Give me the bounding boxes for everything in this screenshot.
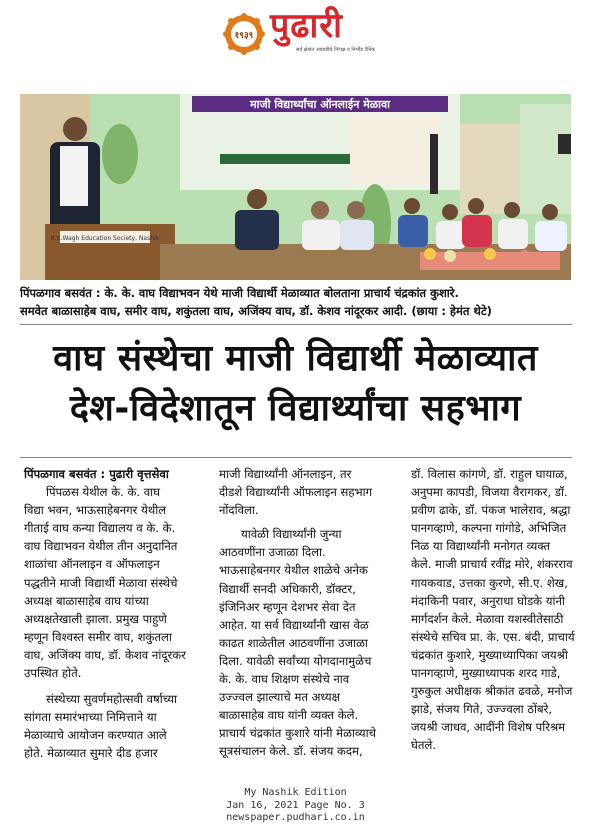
body-line: प्राचार्य चंद्रकांत कुशारे यांनी मेळाव्याचे [219,726,376,741]
body-line: केले. माजी प्राचार्य रवींद्र मोरे, शंकरराव [411,557,573,572]
edition-name: My Nashik Edition [244,787,347,798]
body-line: माजी विद्यार्थ्यांनी ऑनलाइन, तर [219,467,352,481]
body-line: अध्यक्षतेखाली झाला. प्रमुख पाहुणे [24,611,167,626]
body-line: दीडशे विद्यार्थ्यांनी ऑफलाइन सहभाग [219,485,373,500]
photo-banner-text: माजी विद्यार्थ्यांचा ऑनलाईन मेळावा [250,98,390,111]
body-line: होते. मेळाव्यात सुमारे दीड हजार [24,746,158,761]
body-line: पानगव्हाणे, मुख्याध्यापक शरद गाडे, [411,666,561,681]
body-line: गुरुकुल अधीक्षक श्रीकांत ढवळे, मनोज [411,684,573,699]
body-line: दिला. यावेळी सर्वांच्या योगदानामुळेच [219,653,372,668]
body-line: उज्ज्वल झाल्याचे मत अध्यक्ष [219,690,340,705]
body-line: मेळाव्याचे आयोजन करण्यात आले [24,728,167,743]
pudhari-emblem-icon [222,12,266,56]
body-line: विद्या भवन, भाऊसाहेबनगर येथील [24,503,167,518]
body-line: निळ या विद्यार्थ्यांनी मनोगत व्यक्त [411,539,551,554]
body-line: गीताई वाघ कन्या विद्यालय व के. के. [24,521,176,536]
body-line: बाळासाहेब वाघ यांनी व्यक्त केले. [219,708,359,723]
caption-divider [20,324,572,325]
body-line: नोंदविला. [219,503,259,518]
body-line: घेतले. [411,738,437,753]
headline-divider [20,457,572,458]
article-column-2 [219,465,396,761]
body-line: संस्थेचे सचिव प्रा. के. एस. बंदी, प्राचार्य [411,629,575,644]
body-line: वाघ, अजिंक्य वाघ, डॉ. केशव नांदूरकर [24,647,186,662]
caption-line-1: पिंपळगाव बसवंत : के. के. वाघ विद्याभवन येथे माजी विद्यार्थी मेळाव्यात बोलताना प्राचार्य चंद्रकांत कुशारे. [20,286,459,300]
masthead [0,0,591,80]
event-photo [20,94,571,280]
newspaper-tagline: सर्व क्षेत्रांत आघाडीचे निःपक्ष व निर्भीड दैनिक [296,47,376,53]
article-byline: पिंपळगाव बसवंत : पुढारी वृत्तसेवा [24,467,169,481]
body-line: सांगता समारंभाच्या निमित्ताने या [24,710,157,725]
photo-caption [20,284,575,320]
body-line: संस्थेच्या सुवर्णमहोत्सवी वर्षाच्या [46,692,178,707]
article-column-1 [24,465,202,763]
article-headline [0,334,591,434]
edition-date-page: Jan 16, 2021 Page No. 3 [226,799,365,811]
body-line: चंद्रकांत कुशारे, मुख्याध्यापिका जयश्री [411,647,568,662]
event-photo-illustration [20,94,571,280]
body-line: काढत शाळेतील आठवणींना उजाळा [219,635,368,650]
body-line: झाडे, संजय गिते, उज्ज्वला ठोंबरे, [411,702,553,717]
body-line: वाघ विद्याभवन येथील तीन अनुदानित [24,539,178,554]
body-line: डॉ. विलास कांगणे, डॉ. राहुल घायाळ, [411,467,568,481]
body-line: पानगव्हाणे, कल्पना गांगोडे, अभिजित [411,521,567,536]
edition-footer [0,787,591,825]
headline-line-2: देश-विदेशातून विद्यार्थ्यांचा सहभाग [69,388,522,429]
body-line: उपस्थित होते. [24,666,82,681]
edition-site: newspaper.pudhari.co.in [226,812,365,823]
body-line: गायकवाड, उत्तका कुरणे, सी.ए. शेख, [411,575,568,590]
body-line: पद्धतीने माजी विद्यार्थी मेळावा संस्थेचे [24,575,178,590]
body-line: आठवणींना उजाळा दिला. [219,545,326,560]
body-line: इंजिनिअर म्हणून देशभर सेवा देत [219,599,356,614]
body-line: पिंपळस येथील के. के. वाघ [46,485,161,500]
body-line: शाळांचा ऑनलाइन व ऑफलाइन [24,557,160,572]
headline-line-1: वाघ संस्थेचा माजी विद्यार्थी मेळाव्यात [53,338,538,379]
body-line: मार्गदर्शन केले. मेळावा यशस्वीतेसाठी [411,611,564,626]
caption-line-2: समवेत बाळासाहेब वाघ, समीर वाघ, शकुंतला वाघ, अजिंक्य वाघ, डॉ. केशव नांदूरकर आदी. (छाया : हेमंत थेटे) [20,304,492,318]
body-line: जयश्री जाधव, आदींनी विशेष परिश्रम [411,720,566,735]
body-line: विद्यार्थी सनदी अधिकारी, डॉक्टर, [219,581,356,596]
body-line: अध्यक्ष बाळासाहेब वाघ यांच्या [24,593,149,608]
body-line: भाऊसाहेबनगर येथील शाळेचे अनेक [219,563,368,578]
podium-text: K.K.Wagh Education Society, Nashik [50,235,160,242]
body-line: मंदाकिनी पवार, अनुराधा घोडके यांनी [411,593,565,608]
newspaper-logo: पुढारी [270,6,343,46]
emblem-year: १९३९ [234,31,254,41]
body-line: म्हणून विश्वस्त समीर वाघ, शकुंतला [24,629,172,644]
body-line: अनुपमा कापडी, विजया वैरागकर, डॉ. [411,485,568,500]
body-line: के. के. वाघ शिक्षण संस्थेचे नाव [219,672,350,687]
body-line: आहेत. या सर्व विद्यार्थ्यांनी खास वेळ [219,617,369,632]
article-column-3 [411,465,581,755]
body-line: प्रवीण ढाके, डॉ. पंकज भालेराव, श्रद्धा [411,503,571,518]
body-line: यावेळी विद्यार्थ्यांनी जुन्या [241,527,342,542]
body-line: सूत्रसंचालन केले. डॉ. संजय कदम, [219,744,363,759]
